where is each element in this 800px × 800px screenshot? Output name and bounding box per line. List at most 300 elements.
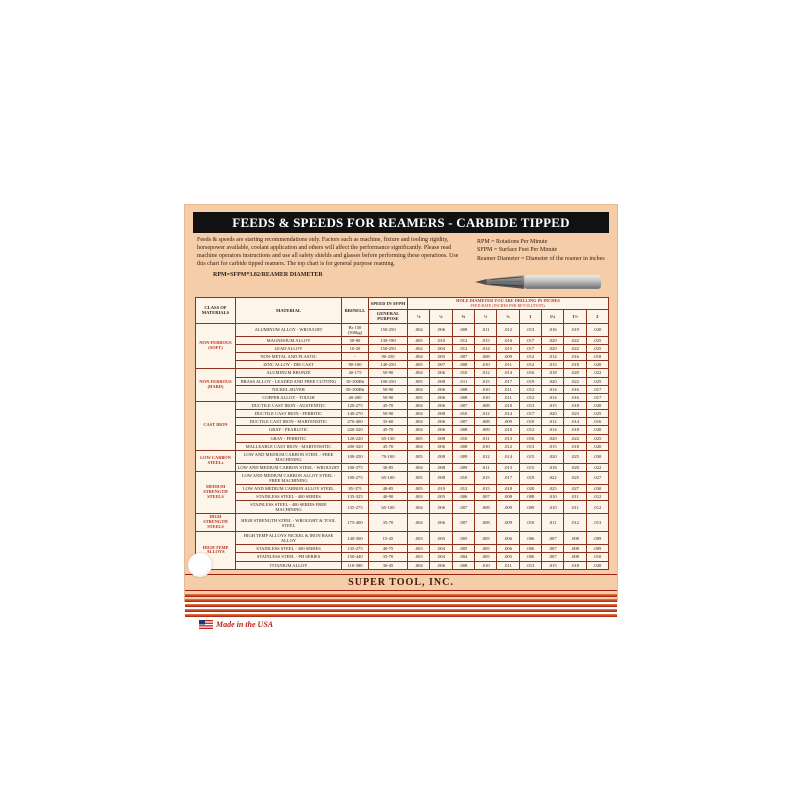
feed-rate-cell: .019 (519, 377, 541, 385)
feed-rate-cell: .008 (497, 493, 519, 501)
feed-rate-cell: .005 (408, 434, 430, 442)
brinell-cell: - (342, 353, 369, 361)
feed-rate-cell: .014 (474, 344, 496, 352)
table-row (196, 532, 609, 545)
feed-rate-cell: .006 (519, 545, 541, 553)
feed-rate-cell: .008 (519, 493, 541, 501)
table-body (196, 323, 609, 569)
feed-rate-cell: .005 (408, 485, 430, 493)
material-class-cell: NON-FERROUS (HARD) (196, 369, 236, 402)
feed-rate-cell: .004 (408, 426, 430, 434)
feed-rate-cell: .022 (564, 377, 586, 385)
feed-rate-cell: .012 (452, 336, 474, 344)
feed-rate-cell: .030 (586, 485, 608, 493)
feed-rate-cell: .007 (541, 532, 563, 545)
material-cell: LEAD ALLOY (236, 344, 342, 352)
table-row (196, 344, 609, 352)
brinell-cell: 220-320 (342, 426, 369, 434)
feed-rate-cell: .020 (586, 401, 608, 409)
feed-rate-cell: .004 (408, 410, 430, 418)
stripe (185, 594, 617, 597)
definitions (477, 238, 605, 263)
feed-rate-cell: .012 (497, 442, 519, 450)
speed-cell: 40-75 (369, 545, 408, 553)
feed-rate-cell: .020 (586, 323, 608, 336)
table-row (196, 410, 609, 418)
speed-cell: 65-130 (369, 434, 408, 442)
feed-rate-cell: .007 (541, 553, 563, 561)
feed-rate-cell: .009 (497, 501, 519, 514)
material-cell: GRAY - FERRITIC (236, 434, 342, 442)
feed-rate-cell: .015 (541, 442, 563, 450)
feed-rate-cell: .014 (541, 426, 563, 434)
speed-cell: 40-90 (369, 493, 408, 501)
feed-rate-cell: .017 (519, 336, 541, 344)
speed-cell: 35-60 (369, 418, 408, 426)
table-row (196, 393, 609, 401)
feed-rate-cell: .025 (586, 377, 608, 385)
feed-rate-cell: .020 (586, 442, 608, 450)
feed-rate-cell: .005 (408, 336, 430, 344)
feed-rate-cell: .018 (497, 485, 519, 493)
stripe (185, 614, 617, 617)
feed-rate-cell: .004 (408, 442, 430, 450)
col-header-class: CLASS OF MATERIALS (196, 298, 236, 324)
speed-cell: 100-250 (369, 377, 408, 385)
feed-rate-cell: .003 (408, 493, 430, 501)
speed-cell: 150-250 (369, 344, 408, 352)
definition-rpm: RPM = Rotations Per Minute (477, 239, 548, 245)
feed-rate-cell: .012 (452, 344, 474, 352)
brinell-cell: 140-270 (342, 410, 369, 418)
speed-cell: 70-100 (369, 450, 408, 463)
brinell-cell: 135-275 (342, 545, 369, 553)
feed-rate-cell: .006 (430, 514, 452, 532)
table-row (196, 501, 609, 514)
feed-rate-cell: .011 (474, 323, 496, 336)
col-header-hole-diameter (408, 298, 609, 310)
made-in-usa-label: Made in the USA (216, 619, 274, 629)
feed-rate-cell: .009 (497, 418, 519, 426)
feed-rate-cell: .008 (452, 393, 474, 401)
feed-rate-cell: .009 (452, 463, 474, 471)
feed-rate-cell: .007 (541, 545, 563, 553)
brinell-cell: 40-200 (342, 393, 369, 401)
speed-cell: 45-70 (369, 442, 408, 450)
feed-rate-cell: .014 (497, 450, 519, 463)
speed-cell: 35-70 (369, 553, 408, 561)
feed-rate-cell: .004 (408, 323, 430, 336)
feed-rate-cell: .006 (519, 553, 541, 561)
table-row (196, 545, 609, 553)
definition-sfpm: SFPM = Surface Feet Per Minute (477, 247, 558, 254)
feed-rate-cell: .008 (452, 323, 474, 336)
table-row (196, 434, 609, 442)
feed-rate-cell: .017 (497, 377, 519, 385)
feed-rate-cell: .012 (519, 361, 541, 369)
feed-rate-cell: .011 (564, 493, 586, 501)
speed-cell: 30-45 (369, 561, 408, 569)
intro-paragraph: Feeds & speeds are starting recommendations only. Factors such as machine, fixture and tooling rigidity, horsepower available, coolant application and others will affect the performance significantly. Please read machine operators instructions and use all safety shields and glasses before performing these operations. Use this chart for carbide tipped reamers. The top chart is for general purpose reaming. (197, 237, 459, 267)
feed-rate-cell: .016 (541, 323, 563, 336)
feed-rate-cell: .008 (452, 385, 474, 393)
feed-rate-cell: .013 (497, 434, 519, 442)
brinell-cell: Br 150 (500kg) (342, 323, 369, 336)
feed-rate-cell: .020 (519, 485, 541, 493)
feed-rate-cell: .019 (564, 323, 586, 336)
feed-rate-cell: .008 (564, 545, 586, 553)
speed-cell: 45-70 (369, 401, 408, 409)
material-cell: NICKEL SILVER (236, 385, 342, 393)
speed-cell: 40-85 (369, 485, 408, 493)
brinell-cell: 135-325 (342, 493, 369, 501)
feed-rate-cell: .020 (564, 463, 586, 471)
feed-rate-cell: .020 (586, 561, 608, 569)
feed-rate-cell: .020 (541, 336, 563, 344)
material-cell: LOW AND MEDIUM CARBON ALLOY STEEL - FREE MACHINING (236, 472, 342, 485)
material-cell: LOW AND MEDIUM CARBON STEEL - FREE MACHINING (236, 450, 342, 463)
feed-rate-cell: .015 (474, 336, 496, 344)
material-class-cell: HIGH TEMP ALLOYS (196, 532, 236, 569)
feed-rate-cell: .009 (586, 532, 608, 545)
material-class-cell: HIGH STRENGTH STEELS (196, 514, 236, 532)
rpm-formula: RPM=SFPM*3.82/REAMER DIAMETER (213, 271, 323, 278)
feed-rate-cell: .012 (541, 418, 563, 426)
brinell-cell: 175-400 (342, 514, 369, 532)
brinell-cell: 10-20 (342, 344, 369, 352)
table-row (196, 369, 609, 377)
feed-rate-cell: .010 (586, 553, 608, 561)
feed-rate-cell: .008 (430, 450, 452, 463)
feed-rate-cell: .015 (519, 450, 541, 463)
feed-rate-cell: .008 (430, 434, 452, 442)
feed-rate-cell: .019 (519, 472, 541, 485)
feed-rate-cell: .012 (452, 485, 474, 493)
table-row (196, 361, 609, 369)
feed-rate-cell: .018 (541, 369, 563, 377)
feed-rate-cell: .014 (564, 418, 586, 426)
material-cell: ZINC ALLOY - DIE CAST (236, 361, 342, 369)
material-cell: HIGH TEMP ALLOYS NICKEL & IRON BASE ALLOY (236, 532, 342, 545)
feed-rate-cell: .006 (430, 426, 452, 434)
material-cell: STAINLESS STEEL - 300 SERIES (236, 545, 342, 553)
table-row (196, 442, 609, 450)
feed-rate-cell: .018 (564, 401, 586, 409)
feed-rate-cell: .016 (586, 418, 608, 426)
feed-rate-cell: .022 (586, 369, 608, 377)
brinell-cell: 80-100 (342, 361, 369, 369)
feed-rate-cell: .011 (474, 434, 496, 442)
feed-rate-cell: .004 (430, 344, 452, 352)
brinell-cell: 40-175 (342, 369, 369, 377)
speed-cell: 150-250 (369, 323, 408, 336)
feed-rate-cell: .015 (474, 485, 496, 493)
feed-rate-cell: .005 (408, 450, 430, 463)
table-row (196, 514, 609, 532)
material-cell: DUCTILE CAST IRON - MARTENSITIC (236, 418, 342, 426)
decorative-stripes (185, 594, 617, 617)
feed-rate-cell: .007 (452, 353, 474, 361)
stripe (185, 609, 617, 612)
speed-cell: 50-90 (369, 410, 408, 418)
feed-rate-cell: .010 (430, 485, 452, 493)
speed-cell: 50-90 (369, 369, 408, 377)
table-row (196, 450, 609, 463)
feed-rate-cell: .025 (564, 450, 586, 463)
brinell-cell: 120-220 (342, 434, 369, 442)
feed-rate-cell: .007 (452, 401, 474, 409)
feed-rate-cell: .014 (497, 369, 519, 377)
feed-rate-cell: .017 (519, 410, 541, 418)
feed-rate-cell: .008 (452, 442, 474, 450)
feed-rate-cell: .014 (541, 393, 563, 401)
feed-rate-cell: .012 (474, 450, 496, 463)
brinell-cell: 50-100Rb (342, 385, 369, 393)
col-header-feed-size: ¼ (430, 310, 452, 323)
material-cell: LOW AND MEDIUM CARBON ALLOY STEEL (236, 485, 342, 493)
feed-rate-cell: .007 (430, 361, 452, 369)
col-header-feed-size: ⅛ (408, 310, 430, 323)
feed-rate-cell: .025 (541, 485, 563, 493)
feed-rate-cell: .012 (519, 385, 541, 393)
feed-rate-cell: .022 (564, 336, 586, 344)
speed-cell: 45-70 (369, 426, 408, 434)
table-header-row-1 (196, 298, 609, 310)
feed-rate-cell: .022 (541, 472, 563, 485)
feed-rate-cell: .010 (497, 426, 519, 434)
feed-rate-cell: .015 (541, 561, 563, 569)
feed-rate-cell: .012 (474, 369, 496, 377)
feed-rate-cell: .017 (586, 393, 608, 401)
material-class-cell: LOW CARBON STEELs (196, 450, 236, 471)
feed-rate-cell: .008 (474, 401, 496, 409)
speed-cell: 65-100 (369, 472, 408, 485)
feed-rate-cell: .012 (519, 393, 541, 401)
feed-rate-cell: .009 (497, 514, 519, 532)
feed-rate-cell: .008 (474, 514, 496, 532)
feed-rate-cell: .008 (452, 561, 474, 569)
feed-rate-cell: .006 (430, 393, 452, 401)
table-row (196, 463, 609, 471)
table-row (196, 336, 609, 344)
col-header-feed-size: 1½ (564, 310, 586, 323)
table-row (196, 353, 609, 361)
brinell-cell: 150-440 (342, 553, 369, 561)
col-header-general-purpose: GENERAL PURPOSE (369, 310, 408, 323)
table-row (196, 323, 609, 336)
feed-rate-cell: .013 (586, 514, 608, 532)
chart-title: FEEDS & SPEEDS FOR REAMERS - CARBIDE TIPPED (193, 212, 609, 233)
feed-rate-cell: .015 (541, 361, 563, 369)
col-header-feed-size: 1¼ (541, 310, 563, 323)
feed-rate-cell: .008 (430, 472, 452, 485)
feed-rate-cell: .006 (430, 401, 452, 409)
brinell-cell: 50-90 (342, 336, 369, 344)
feed-rate-cell: .008 (474, 418, 496, 426)
feed-rate-cell: .010 (519, 418, 541, 426)
feed-rate-cell: .008 (452, 426, 474, 434)
feed-rate-cell: .012 (519, 426, 541, 434)
feed-rate-cell: .005 (474, 553, 496, 561)
material-cell: BRASS ALLOY - LEADED AND FREE CUTTING (236, 377, 342, 385)
feed-rate-cell: .010 (474, 442, 496, 450)
feed-rate-cell: .005 (408, 472, 430, 485)
feed-rate-cell: .010 (541, 501, 563, 514)
material-class-cell: NON-FERROUS (SOFT) (196, 323, 236, 369)
material-cell: STAINLESS STEEL - PH SERIES (236, 553, 342, 561)
speed-cell: 50-90 (369, 393, 408, 401)
hole-header-line1: HOLE DIAMETER YOU ARE DRILLING IN INCHES (456, 298, 560, 303)
col-header-speed: SPEED IN SFPM (369, 298, 408, 310)
feed-rate-cell: .006 (519, 532, 541, 545)
feed-rate-cell: .002 (408, 344, 430, 352)
feed-rate-cell: .009 (452, 450, 474, 463)
table-row (196, 493, 609, 501)
table-row (196, 561, 609, 569)
feed-rate-cell: .017 (586, 385, 608, 393)
feed-rate-cell: .005 (497, 553, 519, 561)
feed-rate-cell: .025 (586, 434, 608, 442)
table-row (196, 401, 609, 409)
feed-rate-cell: .014 (497, 410, 519, 418)
feed-rate-cell: .004 (408, 501, 430, 514)
col-header-feed-size: 1 (519, 310, 541, 323)
made-in-usa (199, 620, 617, 629)
feed-rate-cell: .012 (586, 493, 608, 501)
definition-diameter: Reamer Diameter = Diameter of the reamer in inches (477, 255, 605, 262)
brinell-cell: 140-300 (342, 532, 369, 545)
feed-rate-cell: .025 (586, 410, 608, 418)
feed-rate-cell: .004 (430, 545, 452, 553)
material-cell: HIGH STRENGTH STEEL - WROUGHT & TOOL STEEL (236, 514, 342, 532)
feed-rate-cell: .004 (408, 514, 430, 532)
brinell-cell: 110-380 (342, 561, 369, 569)
feed-rate-cell: .009 (474, 426, 496, 434)
feed-rate-cell: .012 (519, 353, 541, 361)
feed-rate-cell: .011 (452, 377, 474, 385)
feed-rate-cell: .005 (452, 545, 474, 553)
feed-rate-cell: .009 (497, 353, 519, 361)
feed-rate-cell: .004 (408, 463, 430, 471)
feed-rate-cell: .010 (452, 369, 474, 377)
feed-rate-cell: .006 (452, 493, 474, 501)
feed-rate-cell: .010 (452, 434, 474, 442)
feed-rate-cell: .010 (474, 393, 496, 401)
feed-rate-cell: .010 (474, 385, 496, 393)
feed-rate-cell: .013 (519, 442, 541, 450)
speed-cell: 15-45 (369, 532, 408, 545)
speed-cell: 30-85 (369, 463, 408, 471)
material-cell: MALLEABLE CAST IRON - MARTENSITIC (236, 442, 342, 450)
feed-rate-cell: .007 (452, 501, 474, 514)
feed-rate-cell: .004 (408, 418, 430, 426)
feed-rate-cell: .006 (430, 561, 452, 569)
feed-rate-cell: .005 (430, 493, 452, 501)
material-cell: ALUMINUM ALLOY - WROUGHT (236, 323, 342, 336)
reamer-photo (473, 269, 603, 295)
table-row (196, 485, 609, 493)
feed-rate-cell: .003 (408, 545, 430, 553)
feed-rate-cell: .005 (408, 361, 430, 369)
feed-rate-cell: .004 (408, 369, 430, 377)
feed-rate-cell: .025 (586, 344, 608, 352)
col-header-feed-size: ¾ (497, 310, 519, 323)
feed-rate-cell: .012 (474, 410, 496, 418)
feed-rate-cell: .014 (541, 385, 563, 393)
brinell-cell: 10-100Rb (342, 377, 369, 385)
feed-rate-cell: .013 (519, 561, 541, 569)
feed-rate-cell: .020 (541, 410, 563, 418)
feed-rate-cell: .011 (541, 514, 563, 532)
table-row (196, 553, 609, 561)
table-row (196, 385, 609, 393)
feed-rate-cell: .008 (452, 361, 474, 369)
feed-rate-cell: .020 (541, 434, 563, 442)
feed-rate-cell: .006 (430, 501, 452, 514)
feed-rate-cell: .023 (564, 410, 586, 418)
feed-rate-cell: .011 (497, 561, 519, 569)
brinell-cell: 100-375 (342, 463, 369, 471)
feed-rate-cell: .008 (430, 377, 452, 385)
feed-rate-cell: .027 (564, 485, 586, 493)
feed-rate-cell: .005 (474, 532, 496, 545)
material-cell: STAINLESS STEEL - 400 SERIES (236, 493, 342, 501)
feed-rate-cell: .020 (586, 361, 608, 369)
feed-rate-cell: .010 (452, 410, 474, 418)
feed-rate-cell: .010 (452, 472, 474, 485)
usa-flag-icon (199, 620, 213, 629)
feed-rate-cell: .010 (541, 493, 563, 501)
feed-rate-cell: .010 (474, 561, 496, 569)
material-class-cell: MEDIUM STRENGTH STEELS (196, 472, 236, 514)
speed-cell: 140-250 (369, 361, 408, 369)
feed-rate-cell: .014 (541, 353, 563, 361)
feed-rate-cell: .011 (474, 463, 496, 471)
feeds-speeds-table (195, 297, 609, 570)
feed-rate-cell: .011 (497, 385, 519, 393)
material-cell: MAGNESIUM ALLOY (236, 336, 342, 344)
feed-rate-cell: .013 (497, 463, 519, 471)
feed-rate-cell: .006 (430, 369, 452, 377)
feed-rate-cell: .011 (497, 361, 519, 369)
feed-rate-cell: .020 (586, 426, 608, 434)
feed-rate-cell: .004 (408, 401, 430, 409)
hole-header-line2: FEED RATE (INCHES PER REVOLUTION): (470, 302, 546, 308)
feed-rate-cell: .013 (519, 323, 541, 336)
feed-rate-cell: .018 (564, 442, 586, 450)
feed-rate-cell: .017 (519, 344, 541, 352)
feed-rate-cell: .004 (408, 561, 430, 569)
speed-cell: 130-190 (369, 336, 408, 344)
feed-rate-cell: .016 (519, 434, 541, 442)
feed-rate-cell: .017 (497, 472, 519, 485)
table-row (196, 472, 609, 485)
feed-rate-cell: .016 (497, 336, 519, 344)
brinell-cell: 135-275 (342, 501, 369, 514)
feed-rate-cell: .009 (519, 501, 541, 514)
feeds-speeds-table-wrap (195, 297, 607, 570)
feed-rate-cell: .018 (564, 426, 586, 434)
feed-rate-cell: .015 (497, 344, 519, 352)
material-cell: COPPER ALLOY - TOUGH (236, 393, 342, 401)
feed-rate-cell: .006 (430, 385, 452, 393)
feed-rate-cell: .008 (564, 553, 586, 561)
feed-rate-cell: .006 (430, 418, 452, 426)
feed-rate-cell: .009 (586, 545, 608, 553)
feed-rate-cell: .016 (564, 393, 586, 401)
feed-rate-cell: .005 (408, 393, 430, 401)
feed-rate-cell: .015 (519, 463, 541, 471)
